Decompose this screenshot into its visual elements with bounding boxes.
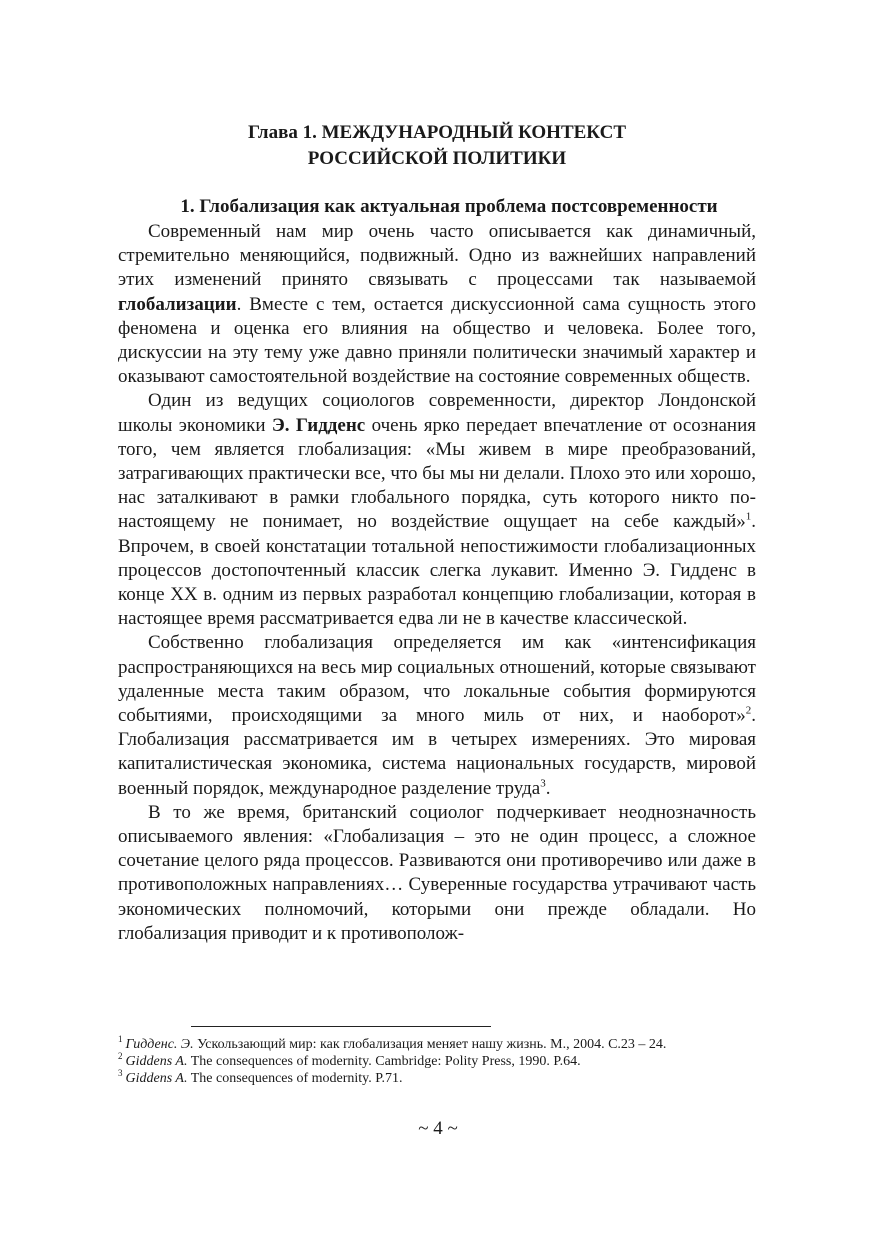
footnote-author: Giddens A. [125,1071,188,1086]
chapter-title-line2: РОССИЙСКОЙ ПОЛИТИКИ [307,148,567,169]
paragraph-2-text-c: . Впрочем, в своей констатации тотальной непостижимости глобализационных процессов достопочтенный классик слегка лукавит. Именно Э. Гидденс в конце XX в. одним из первых разработал концепцию глобализации, которая в настоящее время рассматривается едва ли не в качестве классической. [118,511,756,630]
footnote-ref-1[interactable]: 1 [745,511,752,524]
paragraph-3-text-c: . [545,777,551,799]
footnotes [118,1036,758,1087]
footnote-2 [118,1053,758,1070]
paragraph-2 [118,389,756,631]
paragraph-1 [118,220,756,389]
paragraph-3-text-b: . Глобализация рассматривается им в четырех измерениях. Это мировая капиталистическая экономика, система национальных государств, мировой военный порядок, международное разделение труда [118,705,756,799]
term-globalization: глобализации [118,293,237,315]
footnote-author: Гидденс. Э. [125,1037,194,1052]
paragraph-4 [118,801,756,946]
chapter-title-line1: Глава 1. МЕЖДУНАРОДНЫЙ КОНТЕКСТ [247,122,627,143]
paragraph-3 [118,631,756,800]
footnote-divider [191,1026,491,1027]
chapter-title [118,120,756,172]
footnote-ref-2[interactable]: 2 [745,704,752,717]
paragraph-1-text-b: . Вместе с тем, остается дискуссионной сама сущность этого феномена и оценка его влияния на общество и человека. Более того, дискуссии на эту тему уже давно приняли политически значимый характер и оказывают самостоятельной воздействие на состояние современных обществ. [118,293,756,388]
footnote-3 [118,1070,758,1087]
paragraph-3-text-a: Собственно глобализация определяется им как «интенсификация распространяющихся на весь мир социальных отношений, которые связывают удаленные места таким образом, что локальные события формируются событиями, происходящими за много миль от них, и наоборот» [118,632,756,727]
footnote-1 [118,1036,758,1053]
footnote-text: The consequences of modernity. P.71. [187,1071,403,1086]
section-title: 1. Глобализация как актуальная проблема постсовременности [180,196,718,217]
paragraph-2-text-b: очень ярко передает впечатление от осознания того, чем является глобализация: «Мы живем в мире преобразований, затрагивающих практически все, что бы мы ни делали. Плохо это или хорошо, нас заталкивают в рамки глобального порядка, суть которого никто по-настоящему не понимает, но воздействие ощущает на себе каждый» [118,414,756,533]
footnote-author: Giddens A. [125,1054,188,1069]
footnote-text: The consequences of modernity. Cambridge: Polity Press, 1990. P.64. [187,1054,581,1069]
paragraph-1-text-a: Современный нам мир очень часто описывается как динамичный, стремительно меняющийся, подвижный. Одно из важнейших направлений этих изменений принято связывать с процессами так называемой [118,221,756,291]
body-text [118,220,756,946]
page-content [118,120,756,946]
footnote-number: 1 [118,1034,123,1045]
footnote-number: 3 [118,1068,123,1079]
page-number: ~ 4 ~ [418,1118,458,1139]
footnote-text: Ускользающий мир: как глобализация меняет нашу жизнь. М., 2004. С.23 – 24. [193,1037,667,1052]
paragraph-2-text-a: Один из ведущих социологов современности, директор Лондонской школы экономики [118,390,756,436]
footnote-number: 2 [118,1051,123,1062]
author-giddens: Э. Гидденс [271,414,366,436]
footnote-ref-3[interactable]: 3 [540,777,546,790]
paragraph-4-text-a: В то же время, британский социолог подчеркивает неоднозначность описываемого явления: «Глобализация – это не один процесс, а сложное сочетание целого ряда процессов. Развиваются они противоречиво или даже в противоположных направлениях… Суверенные государства утрачивают часть экономических полномочий, которыми они прежде обладали. Но глобализация приводит и к противополож- [118,801,756,944]
